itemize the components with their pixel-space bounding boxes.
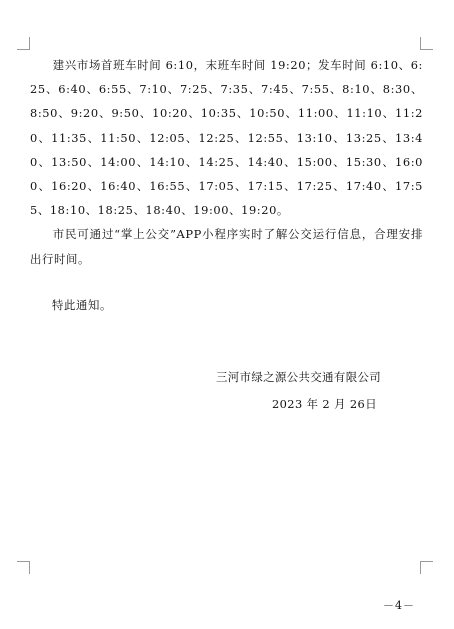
schedule-paragraph: 建兴市场首班车时间 6:10，末班车时间 19:20；发车时间 6:10、6:25、6:40、6:55、7:10、7:25、7:35、7:45、7:55、8:10、8:30、8:50、9:20、9:50、10:20、10:35、10:50、11:00、11:10、11:20、11:35、11:50、12:05、12:25、12:55、13:10、13:25、13:40、13:50、14:00、14:10、14:25、14:40、15:00、15:30、16:00、16:20、16:40、16:55、17:05、17:15、17:25、17:40、17:55、18:10、18:25、18:40、19:00、19:20。: [30, 58, 423, 218]
crop-mark-top-right: [420, 37, 433, 50]
document-body: [30, 53, 423, 271]
signature-date: 2023 年 2 月 26日: [272, 397, 377, 411]
crop-mark-bottom-left: [17, 561, 30, 574]
crop-mark-bottom-right: [420, 561, 433, 574]
crop-mark-top-left: [17, 37, 30, 50]
signature-organization: 三河市绿之源公共交通有限公司: [216, 370, 382, 384]
app-paragraph: 市民可通过“掌上公交”APP小程序实时了解公交运行信息，合理安排出行时间。: [30, 227, 423, 266]
page-number: －4－: [383, 599, 415, 612]
notice-closing: 特此通知。: [52, 298, 112, 312]
